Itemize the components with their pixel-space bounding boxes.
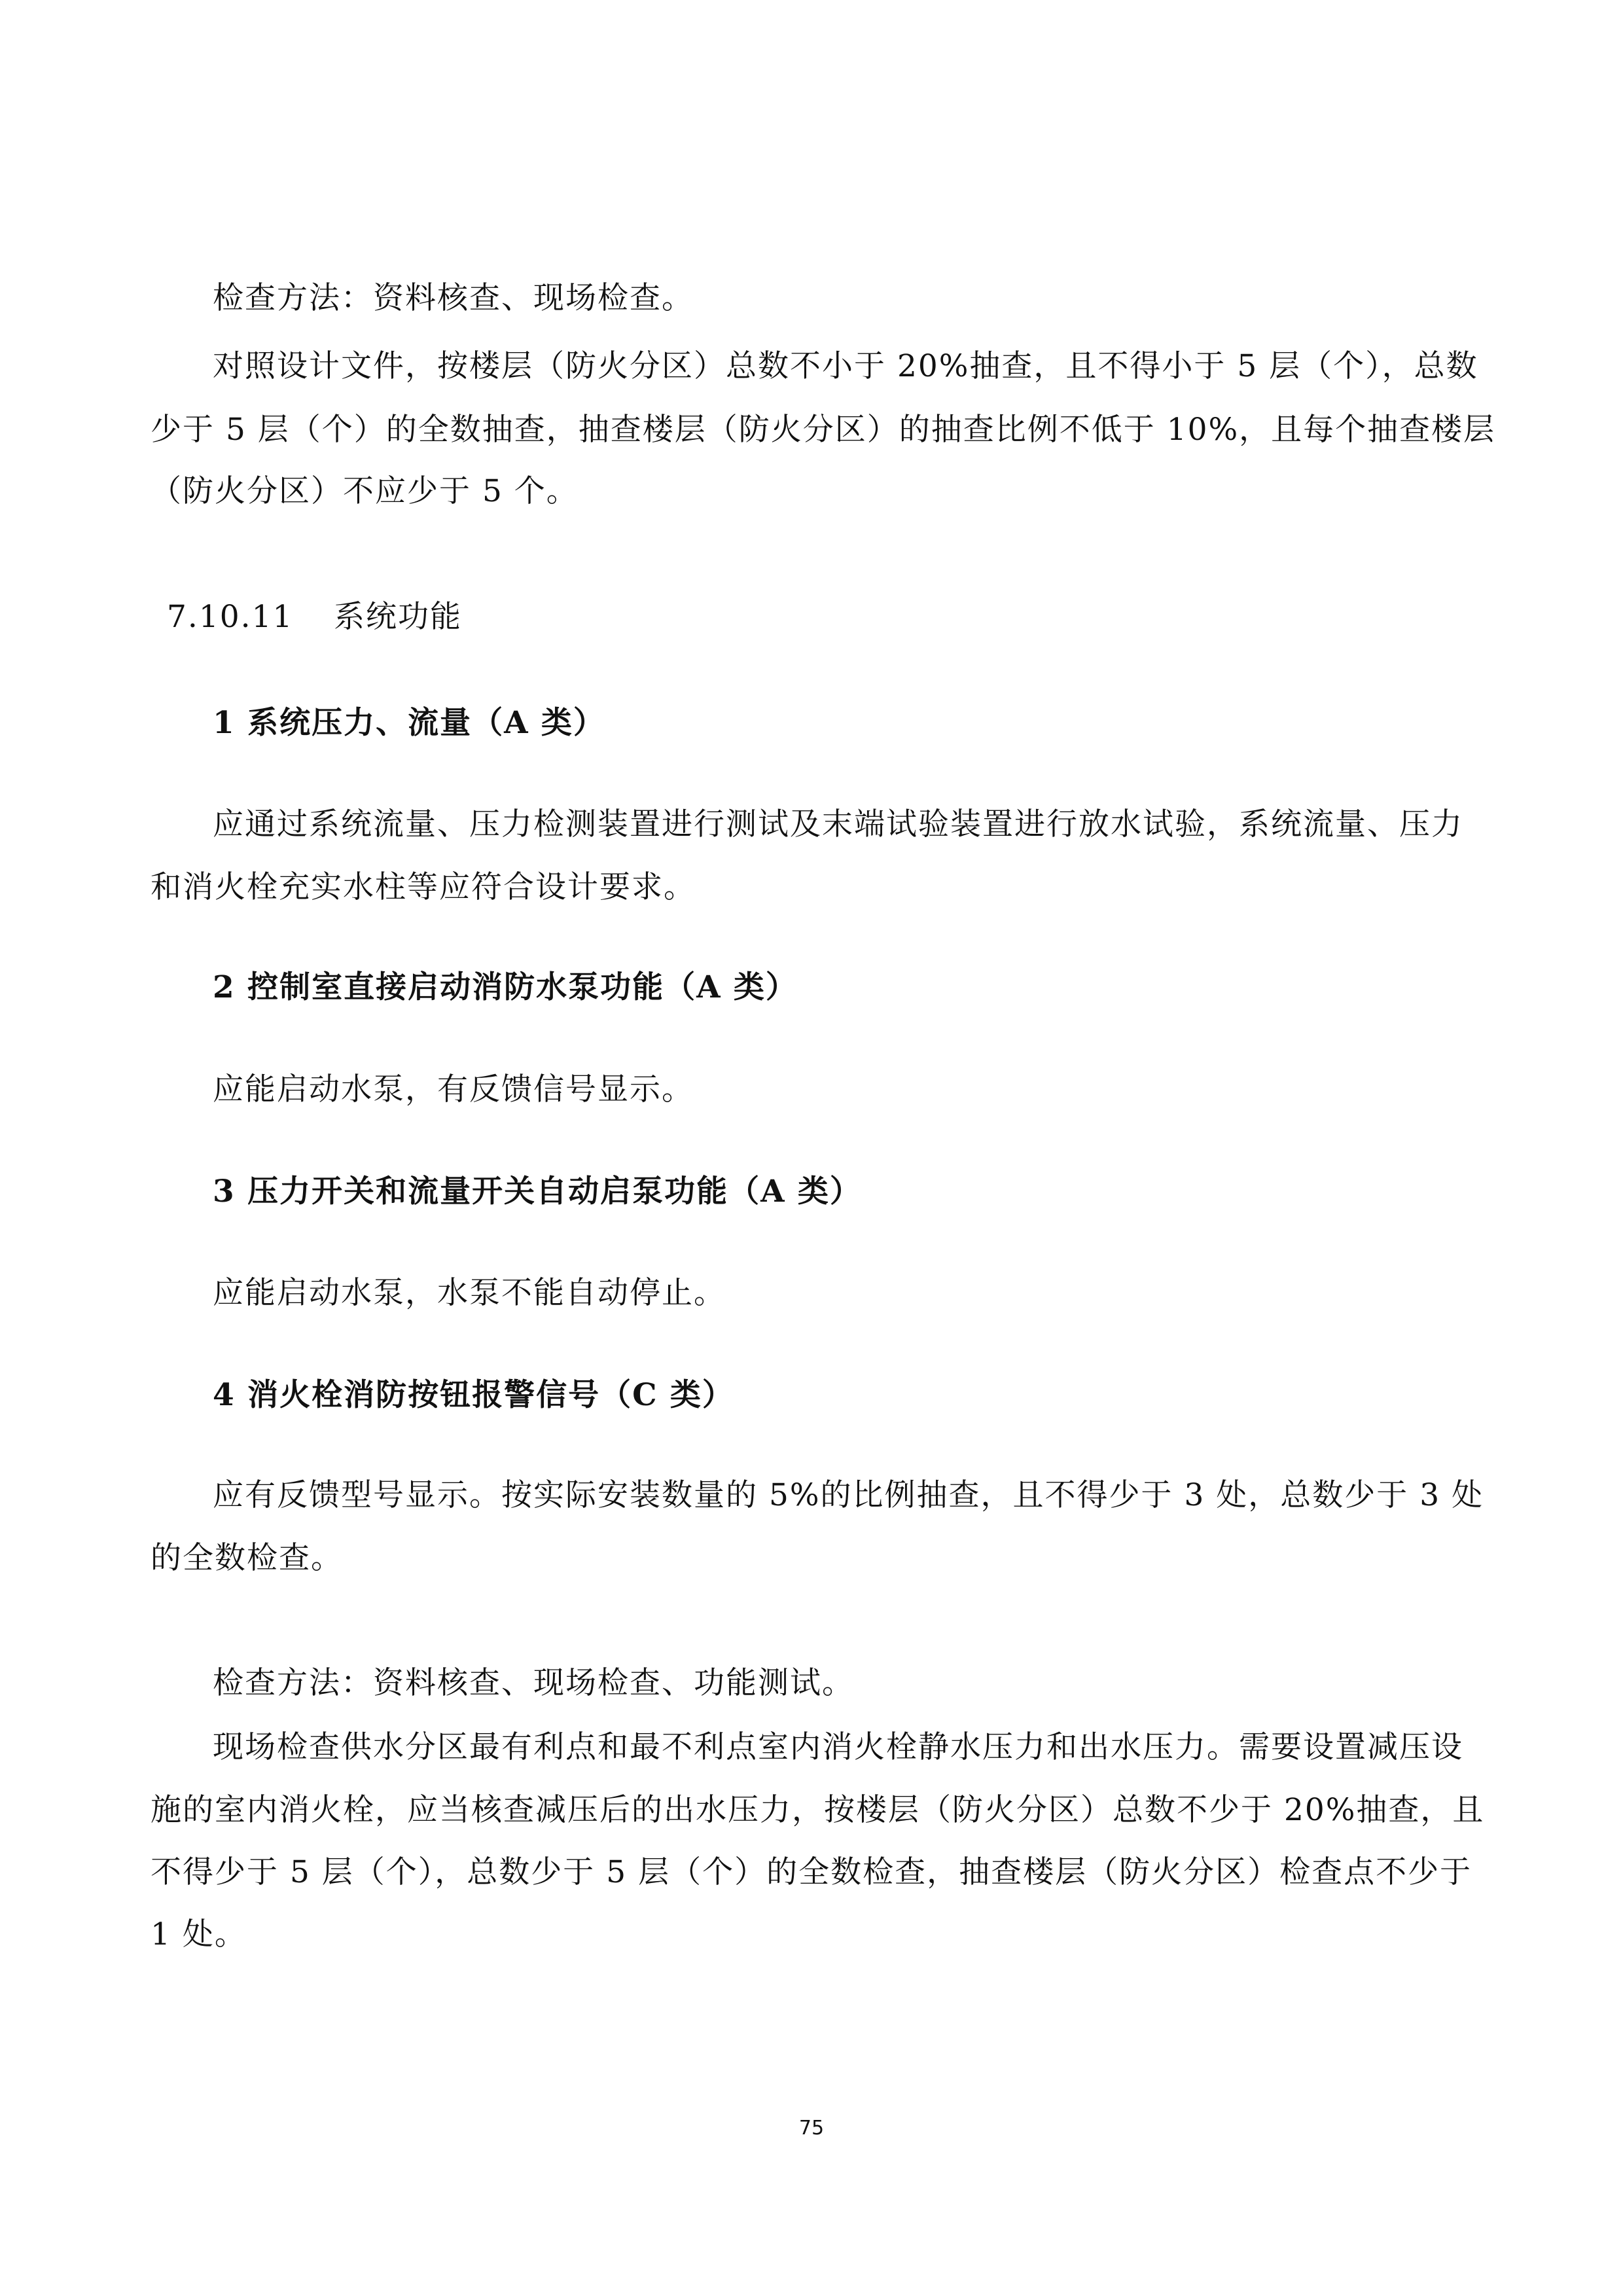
- text-line: 和消火栓充实水柱等应符合设计要求。: [151, 869, 696, 905]
- subheading: 2 控制室直接启动消防水泵功能（A 类）: [213, 969, 798, 1005]
- text-line: 少于 5 层（个）的全数抽查，抽查楼层（防火分区）的抽查比例不低于 10%，且每个抽查楼层: [151, 412, 1496, 448]
- text-line: 对照设计文件，按楼层（防火分区）总数不小于 20%抽查，且不得小于 5 层（个），总数: [213, 348, 1478, 384]
- text-line: 施的室内消火栓，应当核查减压后的出水压力，按楼层（防火分区）总数不少于 20%抽查，且: [151, 1792, 1485, 1828]
- section-heading: [167, 592, 1495, 636]
- subheading: 1 系统压力、流量（A 类）: [213, 705, 605, 741]
- text-line: 现场检查供水分区最有利点和最不利点室内消火栓静水压力和出水压力。需要设置减压设: [213, 1729, 1463, 1765]
- text-line: 应能启动水泵，有反馈信号显示。: [213, 1071, 694, 1107]
- text-line: 应通过系统流量、压力检测装置进行测试及末端试验装置进行放水试验，系统流量、压力: [213, 806, 1463, 842]
- text-line: （防火分区）不应少于 5 个。: [151, 473, 579, 509]
- page-number: 75: [798, 2117, 825, 2140]
- subheading: 3 压力开关和流量开关自动启泵功能（A 类）: [213, 1174, 862, 1210]
- text-line: 检查方法：资料核查、现场检查。: [213, 280, 694, 316]
- text-line: 1 处。: [151, 1916, 247, 1952]
- text-line: 应有反馈型号显示。按实际安装数量的 5%的比例抽查，且不得少于 3 处，总数少于 3 处: [213, 1477, 1484, 1513]
- text-line: 不得少于 5 层（个），总数少于 5 层（个）的全数检查，抽查楼层（防火分区）检查点不少于: [151, 1854, 1472, 1890]
- section-number: 7.10.11: [167, 599, 294, 635]
- subheading: 4 消火栓消防按钮报警信号（C 类）: [213, 1377, 734, 1413]
- text-line: 检查方法：资料核查、现场检查、功能测试。: [213, 1665, 854, 1701]
- text-line: 应能启动水泵，水泵不能自动停止。: [213, 1275, 726, 1311]
- text-line: 的全数检查。: [151, 1540, 343, 1576]
- section-title: 系统功能: [334, 599, 462, 635]
